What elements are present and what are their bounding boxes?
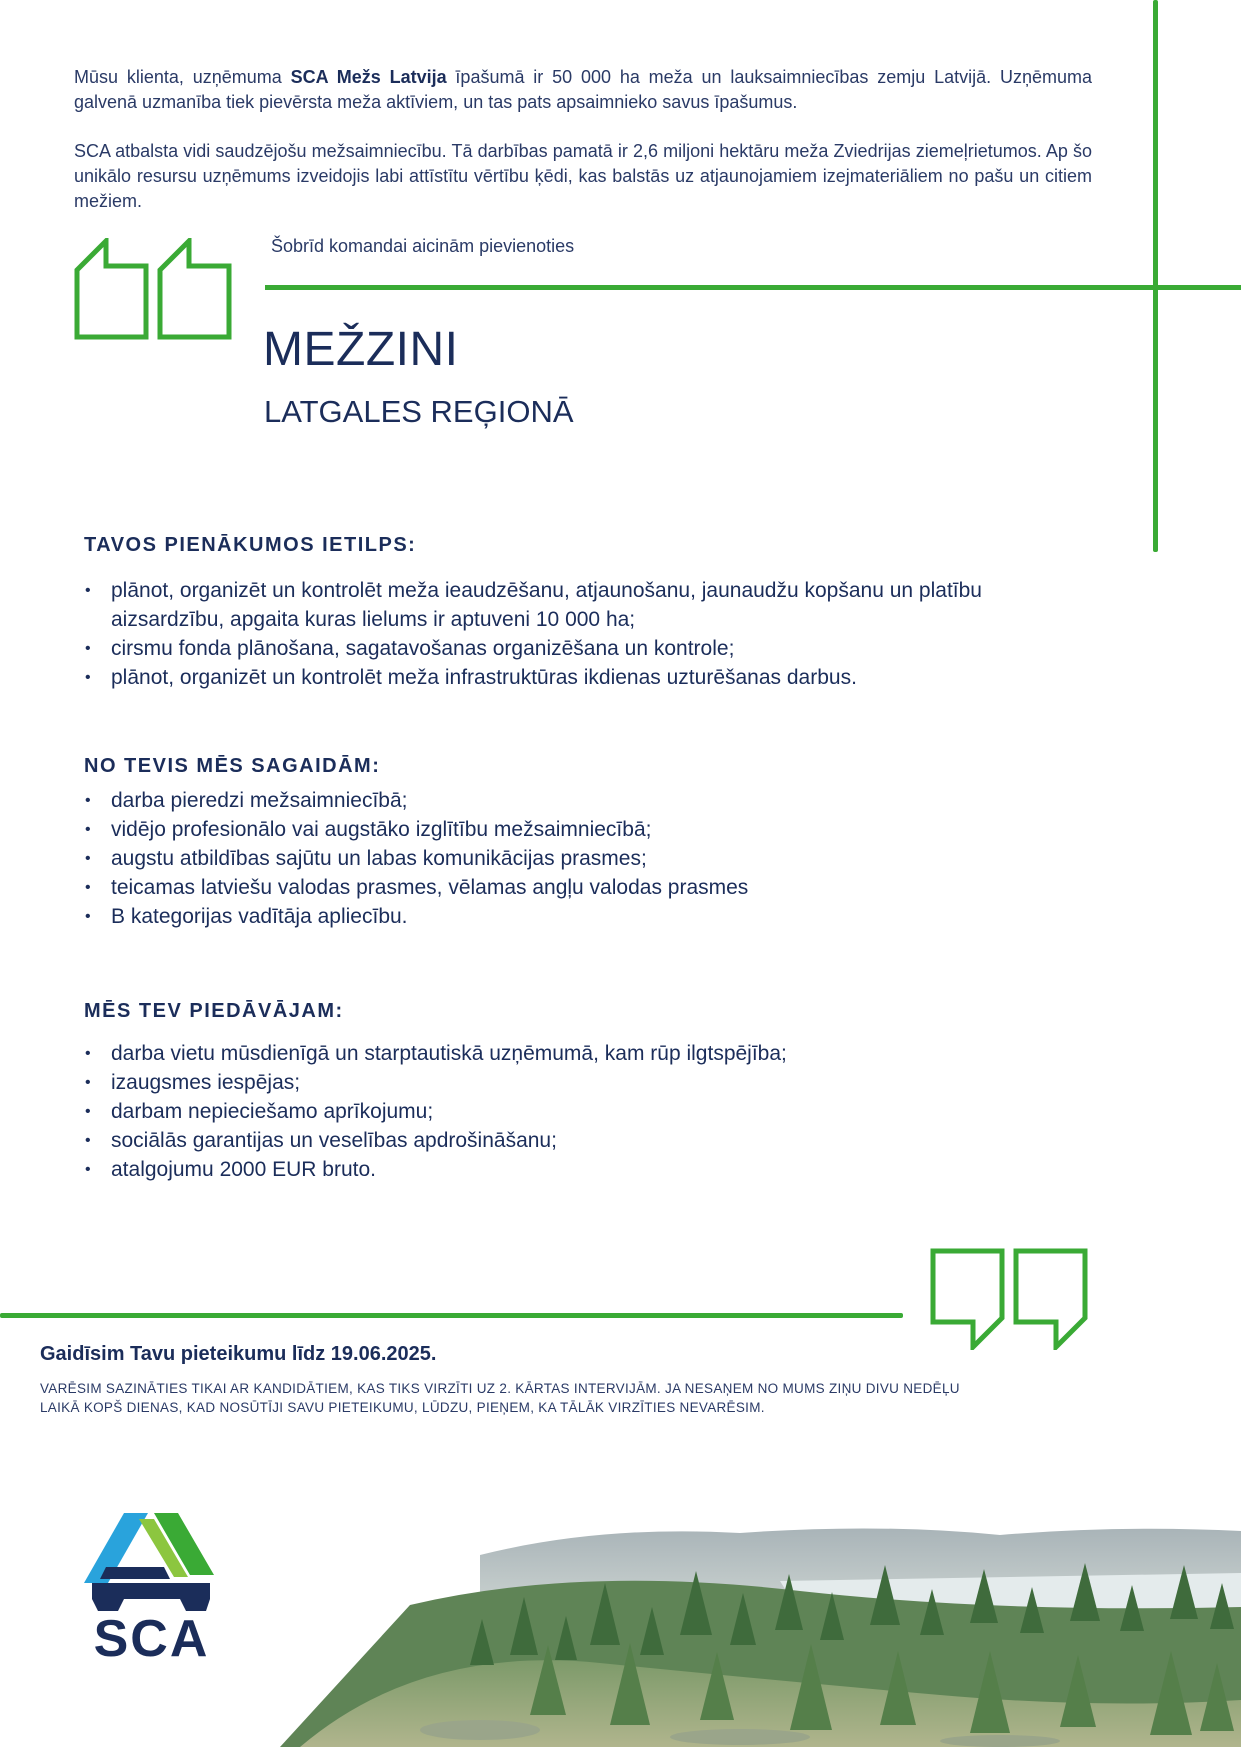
quote-close-icon [930, 1248, 1090, 1350]
list-item: • B kategorijas vadītāja apliecību. [84, 902, 984, 931]
application-deadline: Gaidīsim Tavu pieteikumu līdz 19.06.2025. [40, 1343, 437, 1365]
quote-open-icon [74, 238, 234, 340]
list-item: • plānot, organizēt un kontrolēt meža ieaudzēšanu, atjaunošanu, jaunaudžu kopšanu un platību aizsardzību, apgaita kuras lielums ir aptuveni 10 000 ha; [84, 576, 984, 634]
list-item: • augstu atbildības sajūtu un labas komunikācijas prasmes; [84, 844, 984, 873]
list-item: • cirsmu fonda plānošana, sagatavošanas organizēšana un kontrole; [84, 634, 984, 663]
requirements-list [84, 786, 984, 931]
list-item: • teicamas latviešu valodas prasmes, vēlamas angļu valodas prasmes [84, 873, 984, 902]
requirements-heading: NO TEVIS MĒS SAGAIDĀM: [84, 755, 381, 777]
forest-illustration [180, 1495, 1241, 1747]
header-rule [265, 285, 1241, 290]
list-item: • atalgojumu 2000 EUR bruto. [84, 1155, 984, 1184]
company-name: SCA Mežs Latvija [290, 67, 447, 87]
contact-note: VARĒSIM SAZINĀTIES TIKAI AR KANDIDĀTIEM, KAS TIKS VIRZĪTI UZ 2. KĀRTAS INTERVIJĀM. JA NESAŅEM NO MUMS ZIŅU DIVU NEDĒĻU LAIKĀ KOPŠ DIENAS, KAD NOSŪTĪJI SAVU PIETEIKUMU, LŪDZU, PIEŅEM, KA TĀLĀK VIRZĪTIES NEVARĒSIM. [40, 1381, 960, 1415]
list-item: • plānot, organizēt un kontrolēt meža infrastruktūras ikdienas uzturēšanas darbus. [84, 663, 984, 692]
list-item: • darbam nepieciešamo aprīkojumu; [84, 1097, 984, 1126]
lead-text: Šobrīd komandai aicinām pievienoties [271, 236, 575, 256]
offer-list [84, 1039, 984, 1184]
vertical-rule [1153, 0, 1158, 552]
intro-paragraph-1: Mūsu klienta, uzņēmuma SCA Mežs Latvija īpašumā ir 50 000 ha meža un lauksaimniecības zemju Latvijā. Uzņēmuma galvenā uzmanība tiek pievērsta meža aktīviem, un tas pats apsaimnieko savus īpašumus. [74, 67, 1092, 112]
footer-rule [0, 1313, 903, 1318]
list-item: • vidējo profesionālo vai augstāko izglītību mežsaimniecībā; [84, 815, 984, 844]
job-title: MEŽZINI [263, 323, 459, 376]
list-item: • sociālās garantijas un veselības apdrošināšanu; [84, 1126, 984, 1155]
duties-list [84, 576, 984, 692]
list-item: • izaugsmes iespējas; [84, 1068, 984, 1097]
sca-logo-text: SCA [93, 1610, 210, 1668]
offer-heading: MĒS TEV PIEDĀVĀJAM: [84, 1000, 344, 1022]
job-region: LATGALES REĢIONĀ [264, 394, 574, 429]
list-item: • darba vietu mūsdienīgā un starptautiskā uzņēmumā, kam rūp ilgtspējība; [84, 1039, 984, 1068]
intro-paragraph-2: SCA atbalsta vidi saudzējošu mežsaimniecību. Tā darbības pamatā ir 2,6 miljoni hektāru meža Zviedrijas ziemeļrietumos. Ap šo unikālo resursu uzņēmums izveidojis labi attīstītu vērtību ķēdi, kas balstās uz atjaunojamiem izejmateriāliem no pašu un citiem mežiem. [74, 141, 1092, 211]
list-item: • darba pieredzi mežsaimniecībā; [84, 786, 984, 815]
duties-heading: TAVOS PIENĀKUMOS IETILPS: [84, 534, 417, 556]
